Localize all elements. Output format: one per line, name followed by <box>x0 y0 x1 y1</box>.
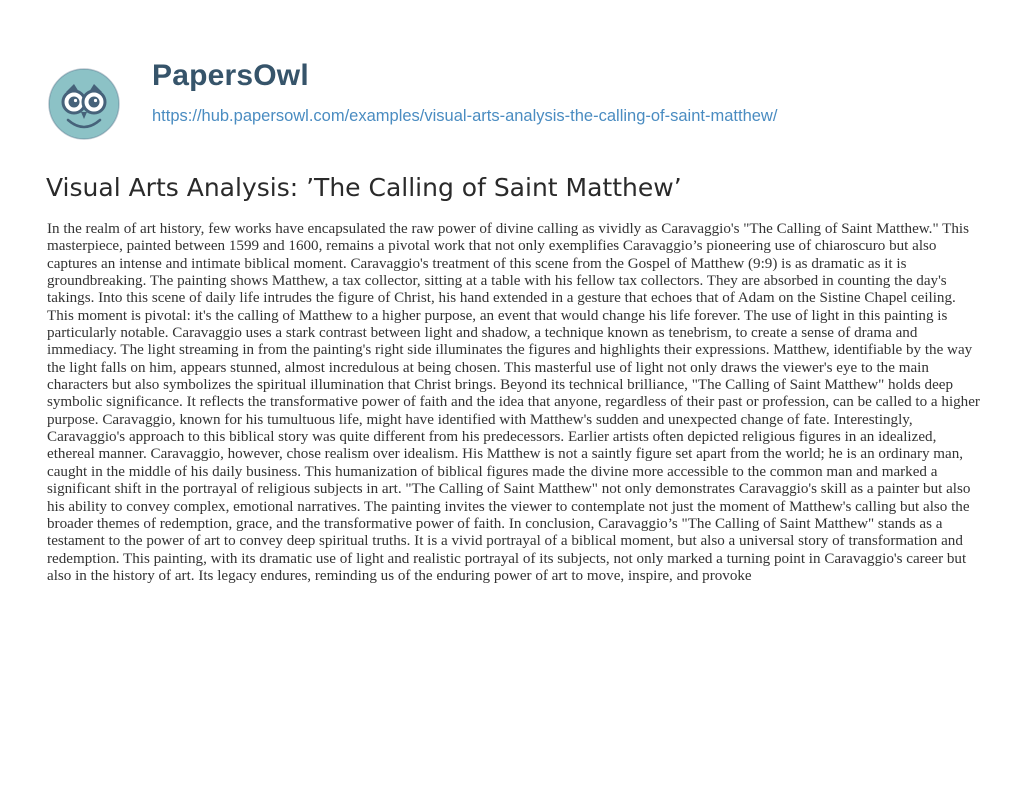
article-title: Visual Arts Analysis: ’The Calling of Saint Matthew’ <box>46 173 682 202</box>
owl-logo-icon <box>46 64 138 156</box>
article-body: In the realm of art history, few works have encapsulated the raw power of divine calling as vividly as Caravaggio's "The Calling of Saint Matthew." This masterpiece, painted between 1599 and 1600, remains a pivotal work that not only exemplifies Caravaggio’s pioneering use of chiaroscuro but also captures an intense and intimate biblical moment. Caravaggio's treatment of this scene from the Gospel of Matthew (9:9) is as dramatic as it is groundbreaking. The painting shows Matthew, a tax collector, sitting at a table with his fellow tax collectors. They are absorbed in counting the day's takings. Into this scene of daily life intrudes the figure of Christ, his hand extended in a gesture that echoes that of Adam on the Sistine Chapel ceiling. This moment is pivotal: it's the calling of Matthew to a higher purpose, an event that would change his life forever. The use of light in this painting is particularly notable. Caravaggio uses a stark contrast between light and shadow, a technique known as tenebrism, to create a sense of drama and immediacy. The light streaming in from the painting's right side illuminates the figures and highlights their expressions. Matthew, identifiable by the way the light falls on him, appears stunned, almost incredulous at being chosen. This masterful use of light not only draws the viewer's eye to the main characters but also symbolizes the spiritual illumination that Christ brings. Beyond its technical brilliance, "The Calling of Saint Matthew" holds deep symbolic significance. It reflects the transformative power of faith and the idea that anyone, regardless of their past or profession, can be called to a higher purpose. Caravaggio, known for his tumultuous life, might have identified with Matthew's sudden and unexpected change of fate. Interestingly, Caravaggio's approach to this biblical story was quite different from his predecessors. Earlier artists often depicted religious figures in an idealized, ethereal manner. Caravaggio, however, chose realism over idealism. His Matthew is not a saintly figure set apart from the world; he is an ordinary man, caught in the middle of his daily business. This humanization of biblical figures made the divine more accessible to the common man and marked a significant shift in the portrayal of religious subjects in art. "The Calling of Saint Matthew" not only demonstrates Caravaggio's skill as a painter but also his ability to convey complex, emotional narratives. The painting invites the viewer to contemplate not just the moment of Matthew's calling but also the broader themes of redemption, grace, and the transformative power of faith. In conclusion, Caravaggio’s "The Calling of Saint Matthew" stands as a testament to the power of art to convey deep spiritual truths. It is a vivid portrayal of a biblical moment, but also a universal story of transformation and redemption. This painting, with its dramatic use of light and realistic portrayal of its subjects, not only marked a turning point in Caravaggio's career but also in the history of art. Its legacy endures, reminding us of the enduring power of art to move, inspire, and provoke <box>47 221 980 584</box>
page-url[interactable]: https://hub.papersowl.com/examples/visual-arts-analysis-the-calling-of-saint-matthew/ <box>152 107 778 125</box>
brand-name[interactable]: PapersOwl <box>152 59 309 92</box>
site-header <box>46 56 986 136</box>
